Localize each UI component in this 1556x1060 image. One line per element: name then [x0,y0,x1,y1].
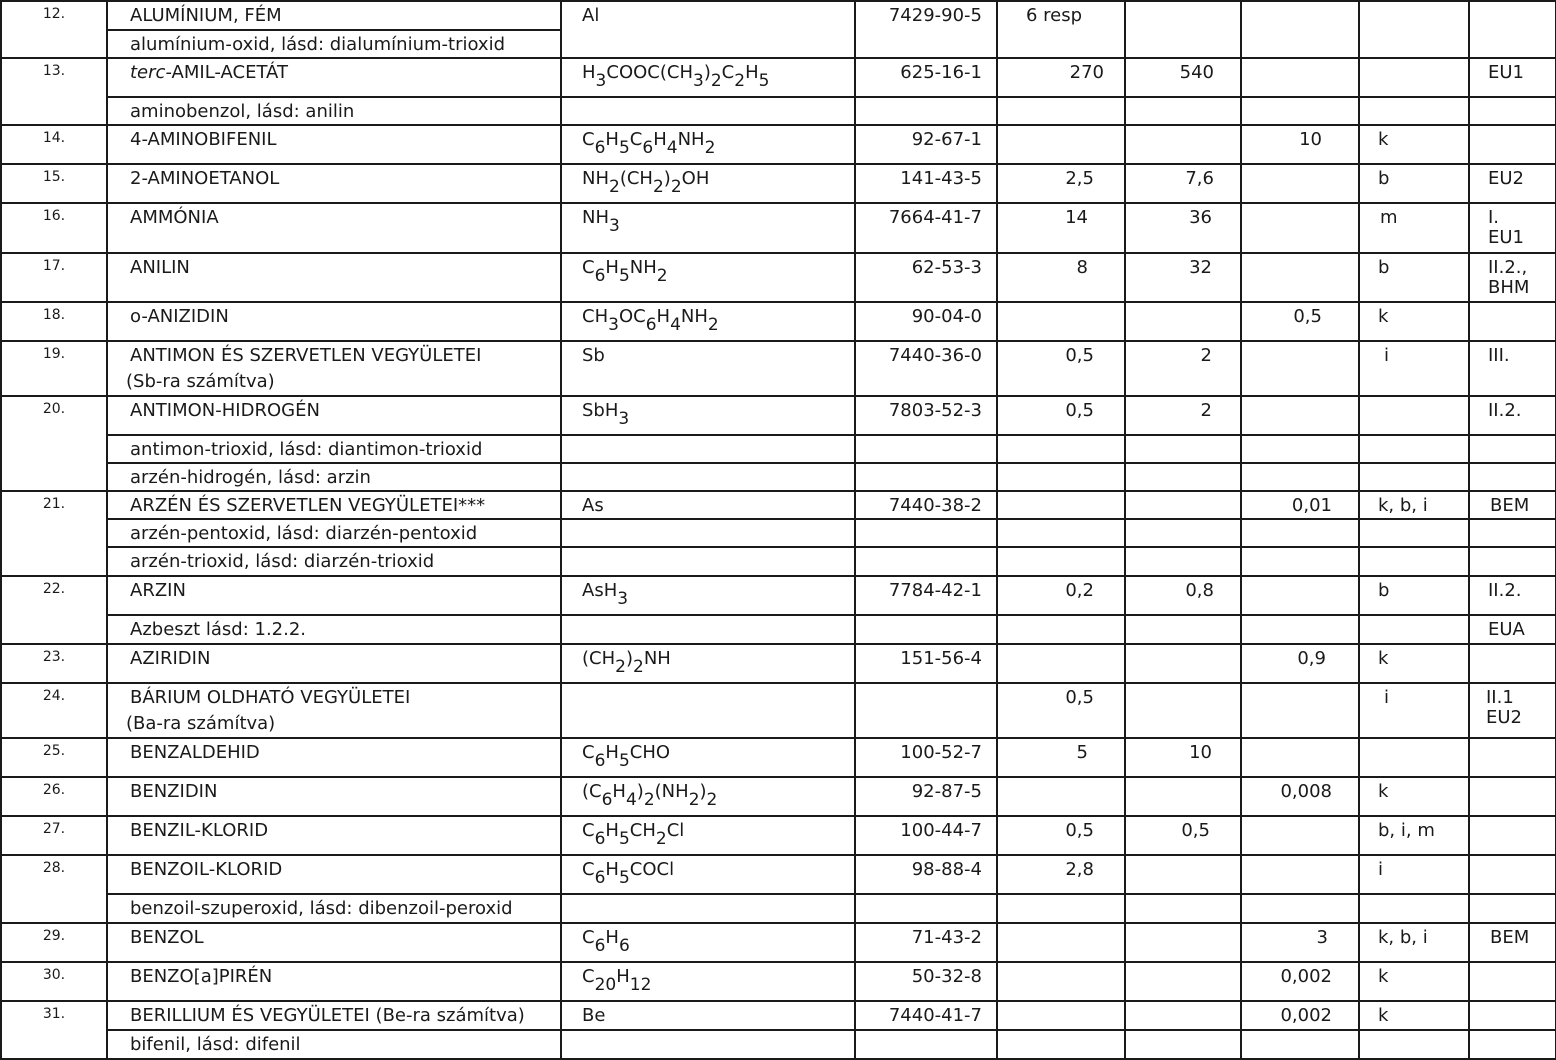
formula-part: H [612,781,626,802]
mk-value: 0,01 [1241,491,1359,519]
formula [561,855,855,894]
ak-value: 0,5 [997,396,1125,435]
formula-part: H [605,257,619,278]
formula [561,164,855,203]
formula-part: (NH [654,781,689,802]
table-row [1,253,1556,302]
formula-part: C [582,966,595,987]
formula-part: H [605,742,619,763]
ck-value: 36 [1125,203,1241,253]
row-number: 16. [1,203,107,253]
formula-part: H [656,306,671,327]
substance-name: BENZOL [107,923,561,962]
formula-part: C [582,927,595,948]
formula-subscript: 6 [601,790,613,810]
formula-part: (C [582,781,602,802]
table-row [1,302,1556,341]
property-flags: k, b, i [1359,491,1469,519]
cas-number: 7440-36-0 [855,341,997,396]
formula-part: NH [643,648,671,669]
reference: II.1 EU2 [1469,683,1556,738]
formula-part: CH [582,306,609,327]
formula-part: NH [582,168,609,189]
formula-part: NH [677,129,705,150]
table-row [1,816,1556,855]
cas-number: 100-52-7 [855,738,997,777]
ak-value: 6 resp [997,1,1125,58]
formula-part: CH [629,820,656,841]
reference: BEM [1469,923,1556,962]
ck-value: 2 [1125,396,1241,435]
formula [561,203,855,253]
row-number: 13. [1,58,107,125]
formula-part: H [605,927,619,948]
formula: Al [561,1,855,58]
see-reference: alumínium-oxid, lásd: dialumínium-trioxid [107,30,561,58]
formula-subscript: 12 [629,975,652,995]
formula-subscript: 5 [618,266,630,286]
substance-name: terc-AMIL-ACETÁT [107,58,561,97]
formula-subscript: 2 [706,790,718,810]
see-reference: antimon-trioxid, lásd: diantimon-trioxid [107,435,561,463]
formula-subscript: 3 [609,216,620,236]
formula-subscript: 6 [594,266,606,286]
formula [561,302,855,341]
see-reference: benzoil-szuperoxid, lásd: dibenzoil-peroxid [107,894,561,923]
ak-value: 0,5 [997,816,1125,855]
formula-subscript: 6 [642,138,654,158]
reference: EU2 [1469,164,1556,203]
row-number: 24. [1,683,107,738]
cas-number: 625-16-1 [855,58,997,97]
table-row [1,1,1556,30]
formula-subscript: 2 [652,177,664,197]
substance-name: ANILIN [107,253,561,302]
substance-name: ARZIN [107,576,561,615]
ak-value: 2,5 [997,164,1125,203]
ck-value: 540 [1125,58,1241,97]
reference: BEM [1469,491,1556,519]
formula-subscript: 2 [670,177,682,197]
formula-part: SbH [582,400,619,421]
formula-subscript: 2 [609,177,620,197]
substance-name: BENZO[a]PIRÉN [107,962,561,1001]
substance-name: 4-AMINOBIFENIL [107,125,561,164]
reference: EU1 [1469,58,1556,97]
formula-subscript: 6 [594,936,606,956]
row-number: 30. [1,962,107,1001]
table-row [1,777,1556,816]
cas-number: 100-44-7 [855,816,997,855]
formula-subscript: 5 [618,751,630,771]
table-row [1,962,1556,1001]
ck-value: 0,5 [1125,816,1241,855]
cas-number: 90-04-0 [855,302,997,341]
row-number: 12. [1,1,107,58]
cas-number: 98-88-4 [855,855,997,894]
formula-subscript: 2 [643,790,655,810]
formula-subscript: 3 [617,589,629,609]
table-row [1,396,1556,435]
property-flags: k, b, i [1359,923,1469,962]
ak-value: 5 [997,738,1125,777]
formula-subscript: 4 [670,315,681,335]
substance-name: ANTIMON ÉS SZERVETLEN VEGYÜLETEI (Sb-ra számítva) [107,341,561,396]
row-number: 20. [1,396,107,491]
formula-part: C [582,257,595,278]
table-row [1,855,1556,894]
table-row [1,923,1556,962]
cas-number: 151-56-4 [855,644,997,683]
cas-number: 7440-38-2 [855,491,997,519]
formula-part: C [582,859,595,880]
ck-value: 10 [1125,738,1241,777]
table-row [1,519,1556,547]
mk-value: 0,002 [1241,1001,1359,1030]
formula-part: H [605,859,619,880]
see-reference: arzén-pentoxid, lásd: diarzén-pentoxid [107,519,561,547]
formula-subscript: 4 [625,790,637,810]
property-flags: m [1359,203,1469,253]
row-number: 22. [1,576,107,644]
formula-part: C [582,129,595,150]
cas-number: 50-32-8 [855,962,997,1001]
see-reference: aminobenzol, lásd: anilin [107,97,561,125]
mk-value: 0,002 [1241,962,1359,1001]
cas-number: 71-43-2 [855,923,997,962]
formula [561,777,855,816]
formula [561,962,855,1001]
cas-number: 7664-41-7 [855,203,997,253]
table-row [1,615,1556,644]
formula [561,125,855,164]
formula-subscript: 6 [594,138,606,158]
substance-name: 2-AMINOETANOL [107,164,561,203]
cas-number: 92-67-1 [855,125,997,164]
cas-number: 7429-90-5 [855,1,997,58]
formula-subscript: 2 [633,657,644,677]
table-row [1,683,1556,738]
cas-number: 7784-42-1 [855,576,997,615]
property-flags: b, i, m [1359,816,1469,855]
row-number: 17. [1,253,107,302]
formula-part: CHO [629,742,671,763]
formula-subscript: 6 [645,315,657,335]
table-row [1,164,1556,203]
formula-part: H [605,820,619,841]
substance-name: BENZIDIN [107,777,561,816]
ak-value: 270 [997,58,1125,97]
substance-name: ARZÉN ÉS SZERVETLEN VEGYÜLETEI*** [107,491,561,519]
property-flags: k [1359,1001,1469,1030]
cas-number: 7440-41-7 [855,1001,997,1030]
row-number: 15. [1,164,107,203]
table-row [1,1001,1556,1030]
formula: Sb [561,341,855,396]
substance-name: BENZOIL-KLORID [107,855,561,894]
table-row [1,125,1556,164]
formula [561,396,855,435]
mk-value: 10 [1241,125,1359,164]
row-number: 29. [1,923,107,962]
formula-part: NH [629,257,657,278]
row-number: 31. [1,1001,107,1059]
cas-number: 62-53-3 [855,253,997,302]
formula-part: Cl [666,820,685,841]
formula-part: OC [618,306,646,327]
formula-part: AsH [582,580,618,601]
formula-subscript: 5 [618,138,630,158]
formula: Be [561,1001,855,1030]
formula-subscript: 6 [618,936,630,956]
formula-subscript: 2 [655,829,667,849]
substance-name: o-ANIZIDIN [107,302,561,341]
formula: As [561,491,855,519]
formula-subscript: 5 [618,868,630,888]
reference: III. [1469,341,1556,396]
formula-part: C [582,742,595,763]
formula [561,576,855,615]
table-row [1,738,1556,777]
table-row [1,58,1556,97]
property-flags: i [1359,341,1469,396]
substance-name: ANTIMON-HIDROGÉN [107,396,561,435]
mk-value: 0,9 [1241,644,1359,683]
property-flags: b [1359,253,1469,302]
formula-subscript: 4 [666,138,678,158]
row-number: 19. [1,341,107,396]
substance-name: BENZALDEHID [107,738,561,777]
formula [561,644,855,683]
mk-value: 3 [1241,923,1359,962]
property-flags: b [1359,576,1469,615]
table-row [1,491,1556,519]
row-number: 14. [1,125,107,164]
property-flags: b [1359,164,1469,203]
ak-value: 0,2 [997,576,1125,615]
substance-name: AZIRIDIN [107,644,561,683]
row-number: 21. [1,491,107,576]
formula-part: (CH [582,648,616,669]
ck-value: 0,8 [1125,576,1241,615]
formula-subscript: 2 [688,790,700,810]
ak-value: 8 [997,253,1125,302]
table-row [1,435,1556,463]
property-flags: k [1359,962,1469,1001]
mk-value [1241,1,1359,58]
formula-part: ) [636,781,644,802]
formula-subscript: 2 [615,657,626,677]
reference: I. EU1 [1469,203,1556,253]
mk-value: 0,5 [1241,302,1359,341]
formula-part: ) [663,168,671,189]
table-row [1,576,1556,615]
formula [561,923,855,962]
row-number: 23. [1,644,107,683]
see-reference: arzén-trioxid, lásd: diarzén-trioxid [107,547,561,576]
row-number: 18. [1,302,107,341]
table-row [1,1030,1556,1059]
reference: II.2. [1469,396,1556,435]
table-row [1,97,1556,125]
mk-value: 0,008 [1241,777,1359,816]
see-reference: bifenil, lásd: difenil [107,1030,561,1059]
property-flags: k [1359,302,1469,341]
formula-subscript: 5 [618,829,630,849]
formula: H3COOC(CH3)2C2H5 [561,58,855,97]
table-row [1,463,1556,491]
formula-subscript: 6 [594,751,606,771]
ak-value: 0,5 [997,341,1125,396]
ck-value: 7,6 [1125,164,1241,203]
row-number: 25. [1,738,107,777]
table-row [1,203,1556,253]
formula-part: H [616,966,630,987]
formula-part: NH [680,306,708,327]
formula-part: NH [582,207,609,228]
substance-name: BENZIL-KLORID [107,816,561,855]
property-flags: k [1359,125,1469,164]
see-reference: Azbeszt lásd: 1.2.2. [107,615,561,644]
formula-subscript: 2 [707,315,719,335]
table-row [1,341,1556,396]
formula [561,816,855,855]
formula-part: ) [625,648,633,669]
ak-value: 0,5 [997,683,1125,738]
reference: EUA [1469,615,1556,644]
row-number: 26. [1,777,107,816]
cas-number: 7803-52-3 [855,396,997,435]
property-flags: i [1359,855,1469,894]
formula-part: H [605,129,619,150]
table-row [1,894,1556,923]
formula-part: ) [699,781,707,802]
formula-part: COCl [629,859,675,880]
formula-part: C [629,129,643,150]
table-row [1,644,1556,683]
substance-name: ALUMÍNIUM, FÉM [107,1,561,30]
property-flags: k [1359,777,1469,816]
cas-number: 92-87-5 [855,777,997,816]
formula-subscript: 6 [594,868,606,888]
reference: II.2., BHM [1469,253,1556,302]
row-number: 27. [1,816,107,855]
property-flags [1359,58,1469,97]
ck-value: 32 [1125,253,1241,302]
formula-subscript: 2 [656,266,668,286]
property-flags [1359,1,1469,58]
formula-part: C [582,820,595,841]
substance-name: BERILLIUM ÉS VEGYÜLETEI (Be-ra számítva) [107,1001,561,1030]
table-row [1,547,1556,576]
ak-value: 2,8 [997,855,1125,894]
formula-part: H [653,129,667,150]
ck-value: 2 [1125,341,1241,396]
formula-subscript: 3 [608,315,619,335]
ck-value [1125,1,1241,58]
formula-part: (CH [619,168,653,189]
formula-part: OH [681,168,710,189]
mk-value [1241,58,1359,97]
formula-subscript: 3 [618,409,630,429]
formula-subscript: 6 [594,829,606,849]
reference [1469,1,1556,58]
formula [561,253,855,302]
see-reference: arzén-hidrogén, lásd: arzin [107,463,561,491]
substance-name: BÁRIUM OLDHATÓ VEGYÜLETEI (Ba-ra számítva) [107,683,561,738]
row-number: 28. [1,855,107,923]
property-flags: i [1359,683,1469,738]
property-flags: k [1359,644,1469,683]
reference: II.2. [1469,576,1556,615]
cas-number: 141-43-5 [855,164,997,203]
formula [561,738,855,777]
ak-value: 14 [997,203,1125,253]
formula-subscript: 2 [704,138,716,158]
substance-name: AMMÓNIA [107,203,561,253]
formula-subscript: 20 [594,975,617,995]
